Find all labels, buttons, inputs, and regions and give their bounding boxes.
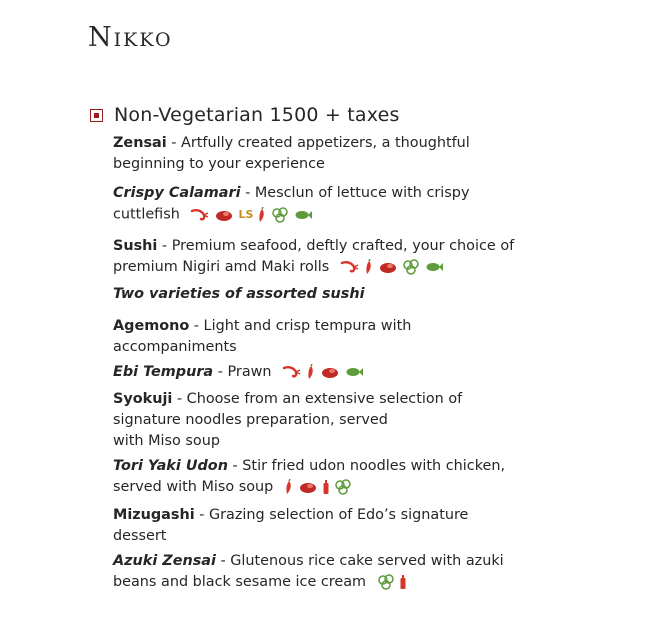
- broccoli-icon: [271, 207, 289, 223]
- menu-item-agemono: [113, 316, 411, 337]
- menu-item-azuki-zensai: [113, 551, 504, 572]
- item-desc: - Stir fried udon noodles with chicken,: [227, 458, 506, 474]
- menu-item-tori-yaki-udon-cont: [113, 477, 352, 498]
- dietary-icons: [284, 479, 352, 495]
- item-desc: dessert: [113, 528, 167, 544]
- dietary-icons: [340, 259, 444, 275]
- menu-item-sushi-cont: [113, 257, 444, 278]
- item-name: Two varieties of assorted sushi: [113, 286, 365, 302]
- menu-item-tori-yaki-udon: [113, 456, 505, 477]
- chili-icon: [257, 207, 267, 223]
- item-name: Agemono: [113, 318, 190, 334]
- item-desc: - Light and crisp tempura with: [189, 318, 412, 334]
- brand-title: Nikko: [88, 22, 173, 53]
- menu-item-syokuji-cont2: [113, 431, 220, 452]
- item-desc: cuttlefish: [113, 206, 180, 223]
- broccoli-icon: [402, 259, 420, 275]
- section-bullet-icon: [90, 109, 103, 122]
- fish-icon: [424, 261, 444, 273]
- menu-item-azuki-zensai-cont: [113, 572, 407, 593]
- item-desc: premium Nigiri amd Maki rolls: [113, 259, 330, 275]
- meat-icon: [378, 260, 398, 274]
- dietary-icons: [377, 574, 407, 590]
- item-name: Crispy Calamari: [113, 185, 241, 201]
- item-desc: - Grazing selection of Edo’s signature: [194, 507, 469, 523]
- menu-item-crispy-calamari: [113, 183, 469, 204]
- section-header: [90, 104, 400, 126]
- item-name: Mizugashi: [113, 507, 195, 523]
- broccoli-icon: [377, 574, 395, 590]
- item-desc: signature noodles preparation, served: [113, 412, 388, 428]
- item-desc: beans and black sesame ice cream: [113, 574, 367, 590]
- sauce-bottle-icon: [399, 574, 407, 590]
- shrimp-icon: [190, 208, 210, 222]
- item-desc: beginning to your experience: [113, 156, 325, 172]
- item-desc: - Prawn: [213, 364, 272, 380]
- item-desc: with Miso soup: [113, 433, 220, 449]
- broccoli-icon: [334, 479, 352, 495]
- item-desc: accompaniments: [113, 339, 237, 355]
- menu-item-zensai-cont: [113, 154, 325, 175]
- low-sodium-badge: LS: [238, 208, 254, 221]
- item-name: Zensai: [113, 135, 167, 151]
- menu-item-syokuji: [113, 389, 462, 410]
- item-name: Azuki Zensai: [113, 553, 216, 569]
- shrimp-icon: [340, 260, 360, 274]
- menu-item-sushi-varieties: [113, 284, 365, 305]
- menu-item-agemono-cont: [113, 337, 237, 358]
- menu-item-zensai: [113, 133, 470, 154]
- meat-icon: [320, 365, 340, 379]
- menu-item-syokuji-cont: [113, 410, 388, 431]
- item-name: Ebi Tempura: [113, 364, 214, 380]
- meat-icon: [298, 480, 318, 494]
- menu-item-sushi: [113, 236, 514, 257]
- meat-icon: [214, 208, 234, 222]
- item-desc: - Premium seafood, deftly crafted, your choice of: [157, 238, 515, 254]
- chili-icon: [284, 479, 294, 495]
- menu-item-crispy-calamari-cont: [113, 204, 313, 226]
- sauce-bottle-icon: [322, 479, 330, 495]
- item-name: Tori Yaki Udon: [113, 458, 228, 474]
- menu-item-mizugashi-cont: [113, 526, 166, 547]
- item-desc: - Glutenous rice cake served with azuki: [215, 553, 504, 569]
- item-desc: served with Miso soup: [113, 479, 274, 495]
- item-name: Syokuji: [113, 391, 173, 407]
- section-title: Non-Vegetarian 1500 + taxes: [114, 104, 400, 126]
- menu-item-mizugashi: [113, 505, 468, 526]
- chili-icon: [306, 364, 316, 380]
- fish-icon: [293, 209, 313, 221]
- menu-item-ebi-tempura: [113, 362, 364, 383]
- chili-icon: [364, 259, 374, 275]
- fish-icon: [344, 366, 364, 378]
- dietary-icons: [190, 204, 313, 225]
- item-desc: - Artfully created appetizers, a thoughtful: [166, 135, 470, 151]
- item-name: Sushi: [113, 238, 158, 254]
- dietary-icons: [282, 364, 364, 380]
- item-desc: - Mesclun of lettuce with crispy: [240, 185, 470, 201]
- shrimp-icon: [282, 365, 302, 379]
- item-desc: - Choose from an extensive selection of: [172, 391, 463, 407]
